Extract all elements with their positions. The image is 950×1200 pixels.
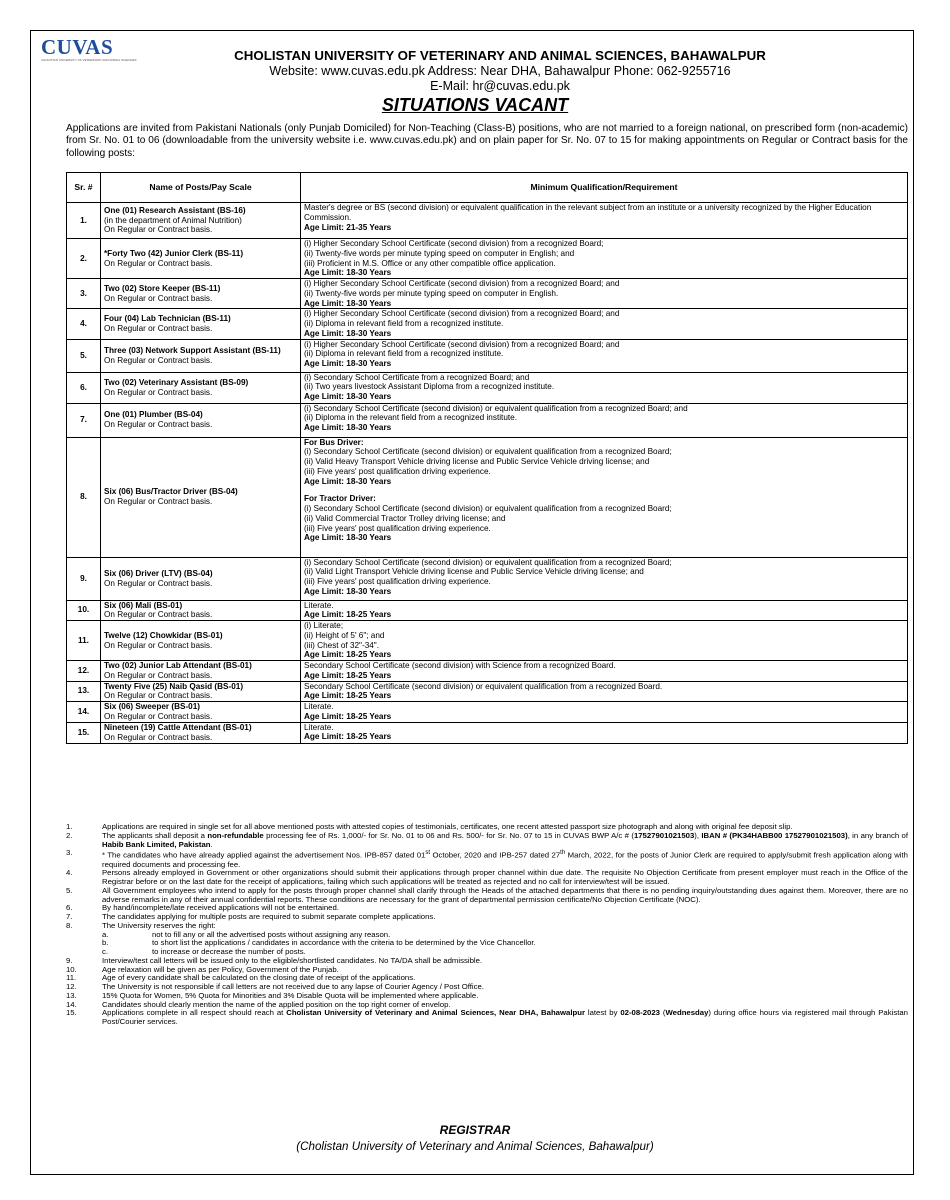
note-item [66,1009,908,1027]
table-row [67,437,908,557]
posts-table-body [67,203,908,744]
qualification-cell [301,621,908,661]
qualification-line: (i) Secondary School Certificate (second division) or equivalent qualification from a recognized Board; [304,447,672,457]
university-logo [41,35,137,65]
table-row [67,372,908,403]
table-row [67,279,908,309]
post-title: Six (06) Mali (BS-01) [104,600,183,610]
row-number: 2. [67,239,101,279]
note-emphasis: Habib Bank Limited, Pakistan [102,839,211,849]
post-detail: On Regular or Contract basis. [104,711,213,721]
row-number: 7. [67,403,101,437]
note-emphasis: IBAN # (PK34HABB00 17527901021503) [701,830,848,840]
logo-text: CUVAS [41,35,114,59]
contact-line: Website: www.cuvas.edu.pk Address: Near DHA, Bahawalpur Phone: 062-9255716 [269,64,731,78]
note-number: 15. [66,1008,77,1018]
post-name-cell [101,279,301,309]
post-detail: On Regular or Contract basis. [104,323,213,333]
post-name-cell [101,557,301,600]
note-text: Candidates should clearly mention the name of the applied position on the top right corner of envelop. [102,999,451,1009]
note-emphasis: 02-08-2023 [620,1008,660,1018]
qualification-cell [301,702,908,723]
logo-tagline: CHOLISTAN UNIVERSITY OF VETERINARY AND ANIMAL SCIENCES [41,58,137,62]
note-fragment: March, 2022, for the posts of Junior Clerk are required to apply/submit fresh application along with required documents and processing fee. [102,850,908,869]
age-limit: Age Limit: 18-25 Years [304,650,392,660]
table-row [67,339,908,372]
note-emphasis: Wednesday [665,1008,709,1018]
note-text [102,1009,908,1027]
post-title: One (01) Plumber (BS-04) [104,410,203,420]
note-item [66,869,908,887]
note-text: All Government employees who intend to apply for the posts through proper channel shall clarify through the Heads of the attached departments that there is no pending inquiry/outstanding dues against them. Moreover, there are no adverse remarks in any of their annual confidential reports. These conditions are necessary for the grant of departmental permission certificate/No Objection Certificate (NOC). [102,885,908,904]
post-title: Six (06) Sweeper (BS-01) [104,702,201,711]
qualification-line: (iii) Five years' post qualification driving experience. [304,466,491,476]
note-text: Applications are required in single set for all above mentioned posts with attested copies of testimonials, certificates, one recent attested passport size photograph and along with original fee deposit slip. [102,822,793,831]
note-item [66,849,908,869]
note-number: 6. [66,903,73,913]
table-row [67,403,908,437]
post-title: *Forty Two (42) Junior Clerk (BS-11) [104,248,244,258]
table-header-row [67,173,908,203]
note-emphasis: non-refundable [207,830,264,840]
row-number: 9. [67,557,101,600]
post-title: Three (03) Network Support Assistant (BS-11) [104,345,281,355]
qualification-line: (ii) Two years livestock Assistant Diploma from a recognized institute. [304,382,555,392]
post-detail: On Regular or Contract basis. [104,732,213,742]
note-fragment: latest by [584,1008,621,1018]
note-fragment: * The candidates who have already applied against the advertisement Nos. IPB-857 dated 01 [102,850,426,860]
sub-note-text: to short list the applications / candidates in accordance with the criteria to be determined by the Vice Chancellor. [152,938,536,948]
age-limit: Age Limit: 18-30 Years [304,359,392,368]
qualification-line: (i) Literate; [304,621,344,630]
row-number: 11. [67,621,101,661]
qualification-line: (i) Secondary School Certificate (second division) or equivalent qualification from a recognized Board; and [304,403,688,413]
post-detail: On Regular or Contract basis. [104,225,213,235]
age-limit: Age Limit: 18-25 Years [304,732,392,742]
post-title: Two (02) Junior Lab Attendant (BS-01) [104,661,252,670]
note-fragment: ), [694,830,702,840]
age-limit: Age Limit: 18-30 Years [304,586,392,596]
qualification-line: (ii) Diploma in relevant field from a recognized institute. [304,319,504,328]
sub-note-text: not to fill any or all the advertised posts without assigning any reason. [152,929,391,939]
table-row [67,702,908,723]
qualification-cell [301,437,908,557]
qualification-line: (ii) Diploma in relevant field from a recognized institute. [304,349,504,359]
note-number: 3. [66,848,73,858]
post-detail: On Regular or Contract basis. [104,387,213,397]
post-name-cell [101,600,301,621]
note-fragment: ) during office hours via registered mail through Pakistan Post/Courier services. [102,1008,908,1027]
qualification-line: (iii) Five years' post qualification driving experience. [304,577,491,586]
note-fragment: Applications complete in all respect should reach at [102,1008,287,1018]
note-number: 8. [66,920,73,930]
post-title: Two (02) Store Keeper (BS-11) [104,283,221,293]
post-detail: On Regular or Contract basis. [104,420,213,429]
age-limit: Age Limit: 18-25 Years [304,691,392,701]
intro-paragraph: Applications are invited from Pakistani Nationals (only Punjab Domiciled) for Non-Teaching (Class-B) positions, who are not married to a foreign national, on prescribed form (non-academic) from Sr. No. 01 to 06 (downloadable from the university website i.e. www.cuvas.edu.pk) and on plain paper for Sr. No. 07 to 15 for making appointments on Regular or Contract basis for the following posts: [66,123,908,159]
qualification-line: Master's degree or BS (second division) or equivalent qualification in the relevant subject from an institute or a university recognized by the Higher Education Commission. [304,203,872,222]
note-fragment: ( [660,1008,666,1018]
qualification-cell [301,239,908,279]
row-number: 3. [67,279,101,309]
qualification-line: (i) Secondary School Certificate (second division) or equivalent qualification from a recognized Board; [304,504,672,513]
post-name-cell [101,372,301,403]
post-detail: On Regular or Contract basis. [104,497,213,506]
qualification-line: (i) Higher Secondary School Certificate (second division) from a recognized Board; [304,239,604,248]
note-text [102,832,908,850]
age-limit: Age Limit: 21-35 Years [304,222,392,232]
note-number: 4. [66,868,73,878]
note-number: 14. [66,999,77,1009]
table-row [67,557,908,600]
age-limit: Age Limit: 18-30 Years [304,268,392,278]
university-name: CHOLISTAN UNIVERSITY OF VETERINARY AND ANIMAL SCIENCES, BAHAWALPUR [234,48,766,63]
row-number: 10. [67,600,101,621]
post-title: Two (02) Veterinary Assistant (BS-09) [104,377,249,387]
post-detail: On Regular or Contract basis. [104,293,213,303]
note-number: 10. [66,964,77,974]
table-row [67,203,908,239]
note-number: 9. [66,955,73,965]
qualification-line: (ii) Height of 5' 6"; and [304,630,385,640]
row-number: 5. [67,339,101,372]
qualification-line: (ii) Valid Light Transport Vehicle driving license and Public Service Vehicle driving license; and [304,567,644,577]
tractor-driver-heading: For Tractor Driver: [304,494,376,504]
registrar-title: REGISTRAR [439,1123,511,1137]
note-text: Persons already employed in Government or other organizations should submit their applications through proper channel within due date. The requisite No Objection Certificate from present employer must reach in the Office of the Registrar before or on the last date for the receipt of applications, failing which such applications will be treated as rejected and no call for interview/test will be issued. [102,868,908,887]
header-sr: Sr. # [67,173,101,203]
qualification-cell [301,681,908,702]
spacer [304,486,904,494]
qualification-cell [301,403,908,437]
note-text: By hand/incomplete/late received applications will not be entertained. [102,903,339,913]
note-item [66,832,908,850]
qualification-line: (i) Secondary School Certificate from a recognized Board; and [304,372,530,382]
note-number: 12. [66,982,77,992]
post-title: Twenty Five (25) Naib Qasid (BS-01) [104,681,244,691]
age-limit: Age Limit: 18-30 Years [304,392,392,401]
row-number: 8. [67,437,101,557]
qualification-cell [301,661,908,682]
qualification-line: Literate. [304,600,334,610]
note-text: The University is not responsible if call letters are not received due to any lapse of Courier Agency / Post Office. [102,982,484,992]
post-name-cell [101,309,301,339]
post-title: Six (06) Driver (LTV) (BS-04) [104,568,213,578]
note-text: 15% Quota for Women, 5% Quota for Minorities and 3% Disable Quota will be implemented where applicable. [102,990,479,1000]
note-text: Interview/test call letters will be issued only to the eligible/shortlisted candidates. No TA/DA shall be admissible. [102,955,483,965]
note-fragment: processing fee of Rs. 1,000/- for Sr. No. 01 to 06 and Rs. 500/- for Sr. No. 07 to 15 in CUVAS BWP A/c # ( [263,830,634,840]
qualification-line: (ii) Diploma in the relevant field from a recognized institute. [304,413,517,423]
row-number: 4. [67,309,101,339]
qualification-line: (ii) Twenty-five words per minute typing speed on computer in English. [304,288,559,298]
post-detail: On Regular or Contract basis. [104,691,213,701]
qualification-line: (ii) Twenty-five words per minute typing speed on computer in English; and [304,248,575,258]
post-name-cell [101,661,301,682]
note-number: 11. [66,973,77,983]
note-item [66,887,908,905]
qualification-line: (iii) Chest of 32"-34". [304,640,379,650]
age-limit: Age Limit: 18-30 Years [304,423,392,432]
table-row [67,239,908,279]
table-row [67,621,908,661]
post-name-cell [101,203,301,239]
note-fragment: The applicants shall deposit a [102,830,208,840]
note-text: The candidates applying for multiple posts are required to submit separate complete applications. [102,912,436,922]
age-limit: Age Limit: 18-25 Years [304,670,392,680]
qualification-line: (i) Higher Secondary School Certificate (second division) from a recognized Board; and [304,279,620,288]
note-fragment: , in any branch of [847,830,908,840]
header-post-name: Name of Posts/Pay Scale [101,173,301,203]
qualification-line: (i) Higher Secondary School Certificate (second division) from a recognized Board; and [304,339,620,349]
post-detail: (in the department of Animal Nutrition) [104,215,242,225]
note-number: 5. [66,885,73,895]
qualification-cell [301,722,908,743]
post-name-cell [101,437,301,557]
post-name-cell [101,239,301,279]
qualification-cell [301,372,908,403]
post-name-cell [101,621,301,661]
table-row [67,600,908,621]
note-emphasis: 17527901021503 [633,830,695,840]
note-text [102,849,908,869]
qualification-line: (iii) Proficient in M.S. Office or any other compatible office application. [304,258,556,268]
note-text: The University reserves the right: [102,920,216,930]
post-title: Nineteen (19) Cattle Attendant (BS-01) [104,722,252,732]
post-title: One (01) Research Assistant (BS-16) [104,205,246,215]
note-emphasis: Cholistan University of Veterinary and Animal Sciences, Near DHA, Bahawalpur [286,1008,585,1018]
qualification-line: Literate. [304,702,334,711]
qualification-cell [301,600,908,621]
post-detail: On Regular or Contract basis. [104,355,213,365]
note-fragment: th [560,850,566,857]
row-number: 12. [67,661,101,682]
qualification-cell [301,339,908,372]
registrar-subtitle: (Cholistan University of Veterinary and Animal Sciences, Bahawalpur) [296,1140,654,1153]
age-limit: Age Limit: 18-25 Years [304,711,392,721]
note-fragment: October, 2020 and IPB-257 dated 27 [430,850,561,860]
sub-note-letter: b. [102,938,109,948]
age-limit: Age Limit: 18-30 Years [304,533,392,543]
post-detail: On Regular or Contract basis. [104,258,213,268]
qualification-cell [301,279,908,309]
table-row [67,309,908,339]
post-detail: On Regular or Contract basis. [104,640,213,650]
letterhead [110,48,890,93]
age-limit: Age Limit: 18-30 Years [304,476,392,486]
row-number: 6. [67,372,101,403]
qualification-line: Secondary School Certificate (second division) with Science from a recognized Board. [304,661,616,670]
notes-list [66,823,908,1027]
post-detail: On Regular or Contract basis. [104,610,213,620]
table-row [67,722,908,743]
sub-note-letter: a. [102,929,109,939]
sub-note-letter: c. [102,947,109,957]
posts-table [66,172,908,744]
sub-note-text: to increase or decrease the number of posts. [152,947,306,957]
row-number: 1. [67,203,101,239]
note-number: 7. [66,912,73,922]
row-number: 15. [67,722,101,743]
table-row [67,661,908,682]
qualification-line: (iii) Five years' post qualification driving experience. [304,523,491,533]
qualification-line: (ii) Valid Commercial Tractor Trolley driving license; and [304,513,506,523]
post-title: Twelve (12) Chowkidar (BS-01) [104,630,223,640]
post-title: Four (04) Lab Technician (BS-11) [104,314,231,324]
qualification-line: (ii) Valid Heavy Transport Vehicle driving license and Public Service Vehicle driving license; and [304,457,650,466]
email-line: E-Mail: hr@cuvas.edu.pk [430,78,570,93]
note-number: 2. [66,830,73,840]
note-fragment: st [425,850,430,857]
post-name-cell [101,403,301,437]
post-name-cell [101,339,301,372]
note-fragment: . [210,839,213,849]
qualification-line: (i) Higher Secondary School Certificate (second division) from a recognized Board; and [304,309,620,319]
note-text: Age relaxation will be given as per Policy, Government of the Punjab. [102,964,339,974]
qualification-line: Literate. [304,722,334,732]
post-name-cell [101,722,301,743]
ad-title: SITUATIONS VACANT [381,95,569,115]
table-row [67,681,908,702]
post-title: Six (06) Bus/Tractor Driver (BS-04) [104,487,238,497]
note-number: 1. [66,822,73,831]
qualification-cell [301,557,908,600]
age-limit: Age Limit: 18-30 Years [304,298,392,308]
row-number: 14. [67,702,101,723]
post-name-cell [101,681,301,702]
post-name-cell [101,702,301,723]
note-number: 13. [66,990,77,1000]
post-detail: On Regular or Contract basis. [104,578,213,588]
header-qualification: Minimum Qualification/Requirement [301,173,908,203]
qualification-line: (i) Secondary School Certificate (second division) or equivalent qualification from a recognized Board; [304,557,672,567]
row-number: 13. [67,681,101,702]
note-text: Age of every candidate shall be calculated on the closing date of receipt of the applications. [102,973,416,983]
qualification-cell [301,203,908,239]
qualification-line: Secondary School Certificate (second division) or equivalent qualification from a recognized Board. [304,681,663,691]
age-limit: Age Limit: 18-25 Years [304,610,392,620]
post-detail: On Regular or Contract basis. [104,670,213,680]
qualification-cell [301,309,908,339]
bus-driver-heading: For Bus Driver: [304,437,364,447]
age-limit: Age Limit: 18-30 Years [304,328,392,338]
